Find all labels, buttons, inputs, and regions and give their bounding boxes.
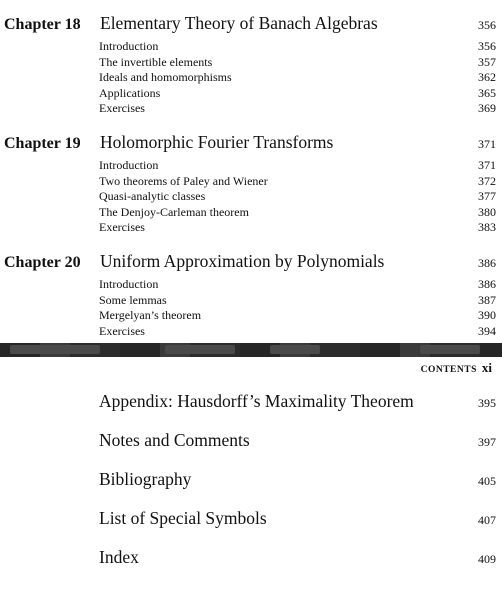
entry-title: Introduction (99, 277, 159, 291)
running-head (421, 360, 492, 376)
back-matter-title: List of Special Symbols (99, 508, 267, 528)
entry-page: 372 (478, 173, 496, 188)
scan-smudge (10, 345, 100, 354)
back-matter-appendix[interactable] (99, 391, 496, 415)
back-matter-page: 397 (478, 435, 496, 449)
entry-title: Mergelyan’s theorem (99, 308, 202, 323)
back-matter-bibliography[interactable] (99, 469, 496, 493)
toc-entry[interactable] (99, 174, 496, 190)
entry-page: 362 (478, 70, 496, 85)
entry-page: 377 (478, 189, 496, 204)
entry-page: 386 (478, 277, 496, 291)
entry-page: 365 (478, 85, 496, 100)
entry-page: 383 (478, 220, 496, 235)
back-matter-title: Index (99, 547, 139, 567)
entry-title: Exercises (99, 220, 145, 235)
scan-smudge (165, 345, 235, 354)
chapter-20-heading[interactable] (4, 251, 496, 275)
entry-title: The Denjoy-Carleman theorem (99, 204, 249, 219)
chapter-label: Chapter 20 (4, 254, 81, 271)
entry-title: Exercises (99, 323, 145, 338)
entry-title: Exercises (99, 101, 145, 116)
chapter-page: 386 (478, 256, 496, 270)
chapter-title: Holomorphic Fourier Transforms (100, 132, 334, 152)
toc-entry[interactable] (99, 324, 496, 340)
entry-title: Some lemmas (99, 292, 167, 307)
chapter-18-heading[interactable] (4, 13, 496, 37)
toc-entry[interactable] (99, 277, 496, 293)
entry-page: 356 (478, 39, 496, 53)
back-matter-title: Bibliography (99, 469, 192, 489)
entry-title: Introduction (99, 39, 159, 53)
entry-title: The invertible elements (99, 54, 213, 69)
toc-entry[interactable] (99, 205, 496, 221)
toc-entry[interactable] (99, 70, 496, 86)
scan-smudge (420, 345, 480, 354)
scan-page-break (0, 343, 502, 357)
entry-title: Introduction (99, 158, 159, 172)
entry-page: 380 (478, 204, 496, 219)
toc-entry[interactable] (99, 55, 496, 71)
scan-smudge (270, 345, 320, 354)
back-matter-page: 407 (478, 513, 496, 527)
back-matter-page: 409 (478, 552, 496, 566)
entry-page: 357 (478, 54, 496, 69)
entry-title: Ideals and homomorphisms (99, 70, 232, 85)
entry-page: 387 (478, 292, 496, 307)
chapter-19-heading[interactable] (4, 132, 496, 156)
chapter-label: Chapter 19 (4, 135, 81, 152)
toc-entry[interactable] (99, 189, 496, 205)
toc-entry[interactable] (99, 101, 496, 117)
toc-entry[interactable] (99, 308, 496, 324)
back-matter-page: 395 (478, 396, 496, 410)
chapter-18-sections (99, 39, 496, 117)
entry-title: Quasi-analytic classes (99, 189, 206, 204)
chapter-page: 371 (478, 137, 496, 151)
entry-page: 394 (478, 323, 496, 338)
chapter-label: Chapter 18 (4, 16, 81, 33)
back-matter-title: Appendix: Hausdorff’s Maximality Theorem (99, 391, 414, 411)
entry-page: 369 (478, 101, 496, 116)
toc-entry[interactable] (99, 220, 496, 236)
entry-title: Two theorems of Paley and Wiener (99, 173, 268, 188)
chapter-19-sections (99, 158, 496, 236)
toc-entry[interactable] (99, 293, 496, 309)
chapter-title: Elementary Theory of Banach Algebras (100, 13, 378, 33)
entry-page: 390 (478, 308, 496, 323)
back-matter-index[interactable] (99, 547, 496, 571)
running-head-label: CONTENTS (420, 365, 477, 375)
toc-entry[interactable] (99, 158, 496, 174)
back-matter-notes[interactable] (99, 430, 496, 454)
back-matter-title: Notes and Comments (99, 430, 250, 450)
chapter-20-sections (99, 277, 496, 339)
chapter-page: 356 (478, 18, 496, 32)
toc-entry[interactable] (99, 39, 496, 55)
chapter-title: Uniform Approximation by Polynomials (100, 251, 385, 271)
entry-page: 371 (478, 158, 496, 172)
back-matter-symbols[interactable] (99, 508, 496, 532)
back-matter-page: 405 (478, 474, 496, 488)
running-head-page: xi (481, 360, 492, 375)
entry-title: Applications (99, 85, 161, 100)
toc-entry[interactable] (99, 86, 496, 102)
